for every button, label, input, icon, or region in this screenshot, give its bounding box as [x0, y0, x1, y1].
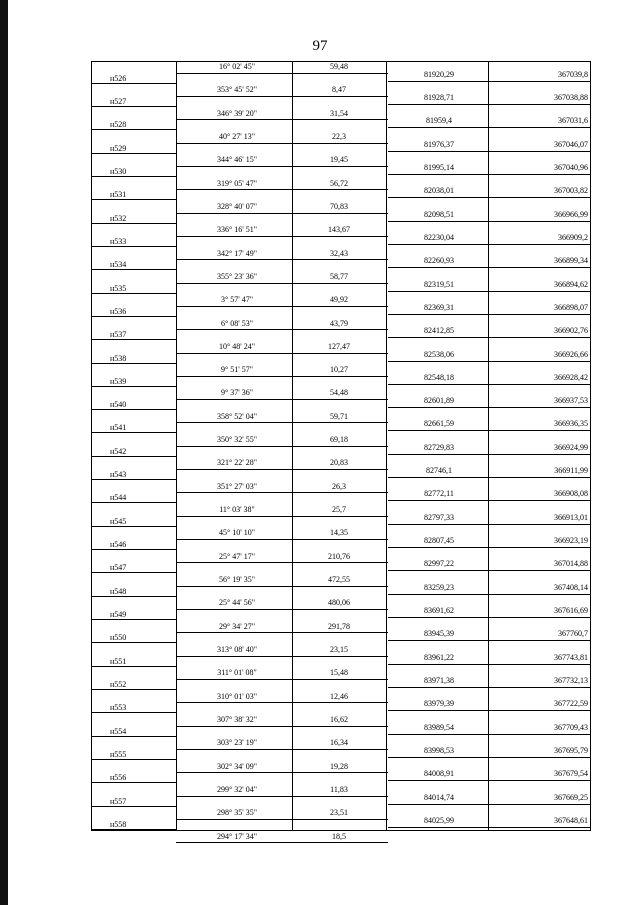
coordinate-x: 82230,04 [424, 232, 454, 242]
row-divider [388, 104, 590, 105]
bearing-angle: 353° 45' 52" [217, 85, 257, 95]
coordinate-y: 367743,81 [554, 652, 588, 662]
bearing-angle: 302° 34' 09" [217, 761, 257, 771]
coordinate-y: 366908,08 [554, 489, 588, 499]
row-divider [176, 73, 388, 74]
coordinate-y: 366936,35 [554, 419, 588, 429]
coordinate-x: 82260,93 [424, 256, 454, 266]
coordinate-y: 366966,99 [554, 209, 588, 219]
row-divider [176, 446, 388, 447]
segment-distance: 15,48 [330, 668, 348, 678]
row-divider [176, 376, 388, 377]
coordinate-y: 366911,99 [554, 466, 588, 476]
bearing-angle: 311° 01' 08" [217, 668, 257, 678]
point-name: н552 [110, 679, 127, 689]
point-name: н550 [110, 633, 127, 643]
row-divider [388, 734, 590, 735]
row-divider [388, 664, 590, 665]
row-divider [92, 712, 176, 713]
bearing-angle: 351° 27' 03" [217, 481, 257, 491]
bearing-angle: 25° 47' 17" [219, 551, 255, 561]
coordinate-x: 82319,51 [424, 279, 454, 289]
bearing-angle: 319° 05' 47" [217, 178, 257, 188]
point-name: н534 [110, 260, 127, 270]
coordinate-y: 367722,59 [554, 699, 588, 709]
row-divider [176, 306, 388, 307]
row-divider [92, 269, 176, 270]
coordinate-y: 367046,07 [554, 139, 588, 149]
bearing-angle: 9° 37' 36" [221, 388, 253, 398]
row-divider [388, 384, 590, 385]
coordinate-x: 82729,83 [424, 442, 454, 452]
row-divider [176, 726, 388, 727]
row-divider [92, 339, 176, 340]
point-name: н528 [110, 120, 127, 130]
coordinate-x: 82997,22 [424, 559, 454, 569]
row-divider [92, 223, 176, 224]
coordinate-y: 367031,6 [558, 116, 588, 126]
row-divider [92, 409, 176, 410]
bearing-angle: 16° 02' 45" [219, 62, 255, 71]
coordinate-x: 81928,71 [424, 92, 454, 102]
coordinate-x: 82661,59 [424, 419, 454, 429]
segment-distance: 69,18 [330, 435, 348, 445]
point-name: н543 [110, 470, 127, 480]
point-name: н536 [110, 306, 127, 316]
bearing-angle: 294° 17' 34" [217, 831, 257, 841]
coordinate-x: 81959,4 [426, 116, 452, 126]
point-name: н529 [110, 143, 127, 153]
coordinate-y: 367760,7 [558, 629, 588, 639]
row-divider [388, 197, 590, 198]
row-divider [176, 119, 388, 120]
point-name: н539 [110, 376, 127, 386]
segment-distance: 26,3 [332, 481, 346, 491]
bearing-angle: 56° 19' 35" [219, 575, 255, 585]
row-divider [92, 806, 176, 807]
bearing-angle: 344° 46' 15" [217, 155, 257, 165]
row-divider [92, 153, 176, 154]
row-divider [92, 689, 176, 690]
row-divider [388, 804, 590, 805]
point-name: н544 [110, 493, 127, 503]
bearing-angle: 321° 22' 28" [217, 458, 257, 468]
coordinate-y: 366894,62 [554, 279, 588, 289]
segment-distance: 472,55 [328, 575, 350, 585]
point-name: н532 [110, 213, 127, 223]
row-divider [388, 221, 590, 222]
row-divider [388, 361, 590, 362]
row-divider [388, 710, 590, 711]
point-name: н533 [110, 236, 127, 246]
row-divider [176, 679, 388, 680]
row-divider [388, 594, 590, 595]
coordinate-y: 367038,88 [554, 92, 588, 102]
row-divider [176, 609, 388, 610]
segment-distance: 480,06 [328, 598, 350, 608]
point-name: н555 [110, 749, 127, 759]
coordinate-x: 82098,51 [424, 209, 454, 219]
page-number: 97 [312, 38, 328, 54]
coordinate-y: 367648,61 [554, 815, 588, 825]
coordinate-x: 81976,37 [424, 139, 454, 149]
row-divider [176, 236, 388, 237]
bearing-angle: 3° 57' 47" [221, 295, 253, 305]
row-divider [92, 759, 176, 760]
coordinate-y: 366899,34 [554, 256, 588, 266]
bearing-angle: 346° 39' 20" [217, 108, 257, 118]
point-name: н554 [110, 726, 127, 736]
row-divider [176, 399, 388, 400]
row-divider [176, 819, 388, 820]
point-name: н547 [110, 563, 127, 573]
coordinate-x: 82412,85 [424, 326, 454, 336]
segment-distance: 8,47 [332, 85, 346, 95]
coordinate-x: 84008,91 [424, 769, 454, 779]
coordinate-y: 366926,66 [554, 349, 588, 359]
row-divider [388, 547, 590, 548]
row-divider [388, 314, 590, 315]
coordinate-x: 82038,01 [424, 186, 454, 196]
coordinate-y: 367408,14 [554, 582, 588, 592]
row-divider [176, 283, 388, 284]
point-name: н551 [110, 656, 127, 666]
coordinate-y: 367732,13 [554, 675, 588, 685]
segment-distance: 11,83 [330, 784, 348, 794]
point-name: н531 [110, 190, 127, 200]
row-divider [92, 432, 176, 433]
row-divider [176, 772, 388, 773]
row-divider [388, 244, 590, 245]
bearing-angle: 25° 44' 56" [219, 598, 255, 608]
bearing-angle: 298° 35' 35" [217, 808, 257, 818]
row-divider [92, 829, 176, 830]
coordinate-x: 82538,06 [424, 349, 454, 359]
row-divider [176, 632, 388, 633]
bearing-angle: 358° 52' 04" [217, 411, 257, 421]
segment-distance: 10,27 [330, 365, 348, 375]
point-name: н526 [110, 73, 127, 83]
segment-distance: 16,34 [330, 738, 348, 748]
coordinate-y: 367709,43 [554, 722, 588, 732]
row-divider [388, 81, 590, 82]
point-name: н541 [110, 423, 127, 433]
coordinate-x: 83971,38 [424, 675, 454, 685]
row-divider [176, 492, 388, 493]
coordinate-x: 82369,31 [424, 302, 454, 312]
segment-distance: 19,45 [330, 155, 348, 165]
coordinate-y: 366909,2 [558, 232, 588, 242]
scan-edge-bar [0, 0, 8, 905]
segment-distance: 23,51 [330, 808, 348, 818]
row-divider [388, 640, 590, 641]
row-divider [92, 106, 176, 107]
coordinate-x: 83691,62 [424, 606, 454, 616]
segment-distance: 54,48 [330, 388, 348, 398]
bearing-angle: 11° 03' 38" [219, 505, 255, 515]
bearing-angle: 303° 23' 19" [217, 738, 257, 748]
bearing-angle: 29° 34' 27" [219, 621, 255, 631]
row-divider [92, 572, 176, 573]
row-divider [176, 702, 388, 703]
coordinate-x: 81920,29 [424, 69, 454, 79]
segment-distance: 12,46 [330, 691, 348, 701]
coordinates-table [91, 61, 591, 841]
coordinate-x: 82797,33 [424, 512, 454, 522]
coordinate-y: 366937,53 [554, 396, 588, 406]
row-divider [92, 176, 176, 177]
row-divider [92, 642, 176, 643]
row-divider [92, 526, 176, 527]
point-name: н540 [110, 400, 127, 410]
segment-distance: 20,83 [330, 458, 348, 468]
coordinate-y: 366928,42 [554, 372, 588, 382]
row-divider [176, 539, 388, 540]
segment-distance: 25,7 [332, 505, 346, 515]
coordinate-y: 367039,8 [558, 69, 588, 79]
row-divider [176, 562, 388, 563]
point-name: н537 [110, 330, 127, 340]
row-divider [92, 199, 176, 200]
row-divider [388, 780, 590, 781]
row-divider [176, 189, 388, 190]
row-divider [92, 619, 176, 620]
segment-distance: 127,47 [328, 341, 350, 351]
row-divider [176, 842, 388, 843]
row-divider [92, 386, 176, 387]
row-divider [176, 96, 388, 97]
segment-distance: 291,78 [328, 621, 350, 631]
point-name: н535 [110, 283, 127, 293]
row-divider [388, 500, 590, 501]
segment-distance: 18,5 [332, 831, 346, 841]
row-divider [388, 291, 590, 292]
row-divider [388, 687, 590, 688]
bearing-angle: 336° 16' 51" [217, 225, 257, 235]
coordinate-x: 82746,1 [426, 466, 452, 476]
point-name: н549 [110, 610, 127, 620]
bearing-angle: 45° 10' 10" [219, 528, 255, 538]
point-name: н546 [110, 540, 127, 550]
point-name: н557 [110, 796, 127, 806]
bearing-angle: 313° 08' 40" [217, 645, 257, 654]
point-name: н553 [110, 703, 127, 713]
row-divider [92, 666, 176, 667]
row-divider [176, 213, 388, 214]
segment-distance: 56,72 [330, 178, 348, 188]
bearing-angle: 328° 40' 07" [217, 201, 257, 211]
row-divider [92, 456, 176, 457]
segment-distance: 143,67 [328, 225, 350, 235]
row-divider [92, 293, 176, 294]
row-divider [388, 337, 590, 338]
segment-distance: 70,83 [330, 201, 348, 211]
point-name: н558 [110, 819, 127, 829]
segment-distance: 32,43 [330, 248, 348, 258]
row-divider [176, 469, 388, 470]
coordinate-y: 366902,76 [554, 326, 588, 336]
coordinate-x: 83961,22 [424, 652, 454, 662]
segment-distance: 19,28 [330, 761, 348, 771]
row-divider [176, 166, 388, 167]
point-name: н545 [110, 516, 127, 526]
row-divider [176, 516, 388, 517]
coordinate-y: 367003,82 [554, 186, 588, 196]
segment-distance: 59,48 [330, 62, 348, 71]
coordinate-y: 366923,19 [554, 536, 588, 546]
row-divider [176, 422, 388, 423]
coordinate-x: 83998,53 [424, 745, 454, 755]
row-divider [176, 656, 388, 657]
row-divider [92, 129, 176, 130]
segment-distance: 210,76 [328, 551, 350, 561]
point-name: н556 [110, 773, 127, 783]
row-divider [92, 736, 176, 737]
row-divider [388, 407, 590, 408]
coordinate-y: 367669,25 [554, 792, 588, 802]
coordinate-y: 367040,96 [554, 162, 588, 172]
point-name: н527 [110, 96, 127, 106]
bearing-angle: 307° 38' 32" [217, 714, 257, 724]
row-divider [388, 617, 590, 618]
row-divider [92, 549, 176, 550]
coordinate-y: 366924,99 [554, 442, 588, 452]
row-divider [92, 502, 176, 503]
segment-distance: 14,35 [330, 528, 348, 538]
bearing-angle: 10° 48' 24" [219, 341, 255, 351]
row-divider [176, 329, 388, 330]
bearing-angle: 40° 27' 13" [219, 131, 255, 141]
coordinate-x: 84014,74 [424, 792, 454, 802]
row-divider [92, 596, 176, 597]
row-divider [388, 430, 590, 431]
row-divider [388, 454, 590, 455]
row-divider [176, 259, 388, 260]
coordinate-x: 81995,14 [424, 162, 454, 172]
segment-distance: 49,92 [330, 295, 348, 305]
coordinate-y: 367014,88 [554, 559, 588, 569]
bearing-angle: 299° 32' 04" [217, 784, 257, 794]
row-divider [92, 316, 176, 317]
row-divider [176, 796, 388, 797]
coordinate-x: 83259,23 [424, 582, 454, 592]
coordinate-x: 83979,39 [424, 699, 454, 709]
row-divider [92, 246, 176, 247]
bearing-angle: 6° 08' 53" [221, 318, 253, 328]
row-divider [92, 363, 176, 364]
row-divider [176, 143, 388, 144]
row-divider [388, 570, 590, 571]
coordinate-x: 83945,39 [424, 629, 454, 639]
row-divider [388, 151, 590, 152]
bearing-angle: 9° 51' 57" [221, 365, 253, 375]
coordinate-y: 367695,79 [554, 745, 588, 755]
coordinate-y: 366913,01 [554, 512, 588, 522]
segment-distance: 23,15 [330, 645, 348, 654]
coordinate-x: 83989,54 [424, 722, 454, 732]
point-name: н548 [110, 586, 127, 596]
row-divider [388, 477, 590, 478]
point-name: н538 [110, 353, 127, 363]
row-divider [388, 174, 590, 175]
row-divider [388, 827, 590, 828]
segment-distance: 16,62 [330, 714, 348, 724]
row-divider [388, 524, 590, 525]
coordinate-y: 367679,54 [554, 769, 588, 779]
coordinate-y: 367616,69 [554, 606, 588, 616]
row-divider [176, 353, 388, 354]
row-divider [92, 83, 176, 84]
coordinate-x: 82601,89 [424, 396, 454, 406]
bearing-angle: 350° 32' 55" [217, 435, 257, 445]
segment-distance: 22,3 [332, 131, 346, 141]
segment-distance: 58,77 [330, 271, 348, 281]
row-divider [176, 586, 388, 587]
row-divider [92, 782, 176, 783]
row-divider [92, 479, 176, 480]
row-divider [388, 127, 590, 128]
bearing-angle: 310° 01' 03" [217, 691, 257, 701]
point-name: н530 [110, 166, 127, 176]
segment-distance: 59,71 [330, 411, 348, 421]
coordinate-x: 82807,45 [424, 536, 454, 546]
coordinate-y: 366898,07 [554, 302, 588, 312]
row-divider [388, 757, 590, 758]
coordinate-x: 84025,99 [424, 815, 454, 825]
segment-distance: 43,79 [330, 318, 348, 328]
segment-distance: 31,54 [330, 108, 348, 118]
bearing-angle: 342° 17' 49" [217, 248, 257, 258]
row-divider [176, 749, 388, 750]
coordinate-x: 82772,11 [424, 489, 454, 499]
point-name: н542 [110, 446, 127, 456]
bearing-angle: 355° 23' 36" [217, 271, 257, 281]
row-divider [388, 267, 590, 268]
coordinate-x: 82548,18 [424, 372, 454, 382]
